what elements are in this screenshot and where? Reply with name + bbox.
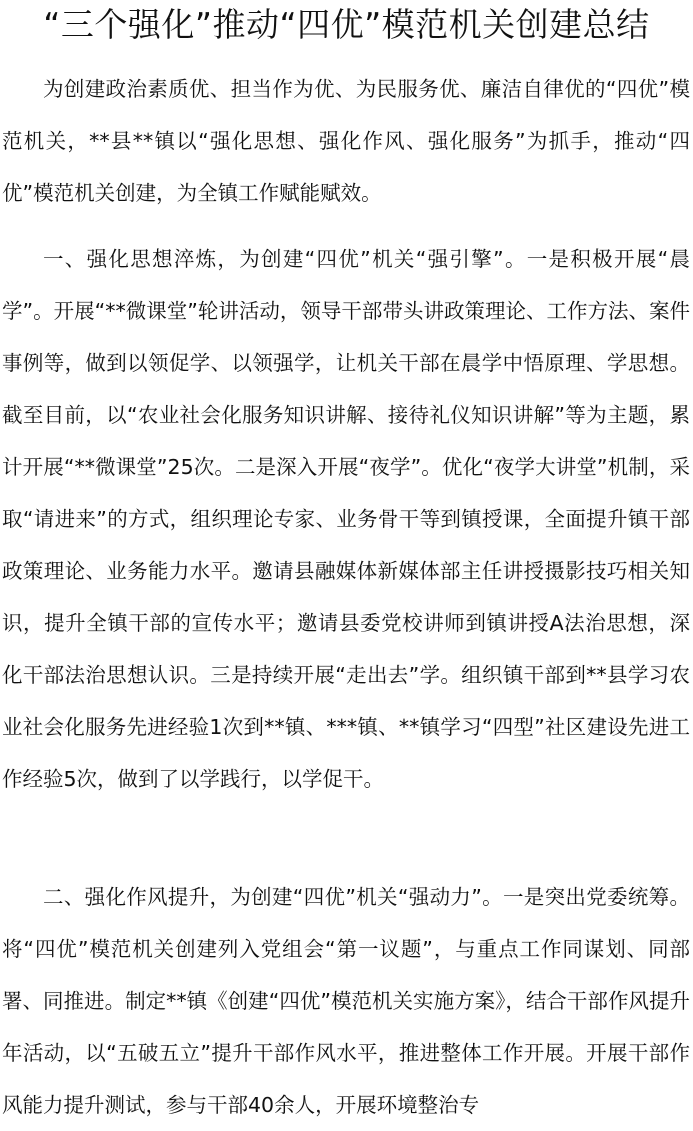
paragraph-intro: 为创建政治素质优、担当作为优、为民服务优、廉洁自律优的“四优”模范机关，**县**镇以“强化思想、强化作风、强化服务”为抓手，推动“四优”模范机关创建，为全镇工作赋能赋效。 <box>2 77 690 205</box>
paragraph-section-2: 二、强化作风提升，为创建“四优”机关“强动力”。一是突出党委统筹。将“四优”模范机关创建列入党组会“第一议题”，与重点工作同谋划、同部署、同推进。制定**镇《创建“四优”模范机关实施方案》，结合干部作风提升年活动，以“五破五立”提升干部作风水平，推进整体工作开展。开展干部作风能力提升测试，参与干部40余人，开展环境整治专 <box>2 885 690 1117</box>
paragraph-section-1: 一、强化思想淬炼，为创建“四优”机关“强引擎”。一是积极开展“晨学”。开展“**微课堂”轮讲活动，领导干部带头讲政策理论、工作方法、案件事例等，做到以领促学、以领强学，让机关干部在晨学中悟原理、学思想。截至目前，以“农业社会化服务知识讲解、接待礼仪知识讲解”等为主题，累计开展“**微课堂”25次。二是深入开展“夜学”。优化“夜学大讲堂”机制，采取“请进来”的方式，组织理论专家、业务骨干等到镇授课，全面提升镇干部政策理论、业务能力水平。邀请县融媒体新媒体部主任讲授摄影技巧相关知识，提升全镇干部的宣传水平；邀请县委党校讲师到镇讲授A法治思想，深化干部法治思想认识。三是持续开展“走出去”学。组织镇干部到**县学习农业社会化服务先进经验1次到**镇、***镇、**镇学习“四型”社区建设先进工作经验5次，做到了以学践行，以学促干。 <box>2 247 690 791</box>
document-title: “三个强化”推动“四优”模范机关创建总结 <box>43 5 650 44</box>
